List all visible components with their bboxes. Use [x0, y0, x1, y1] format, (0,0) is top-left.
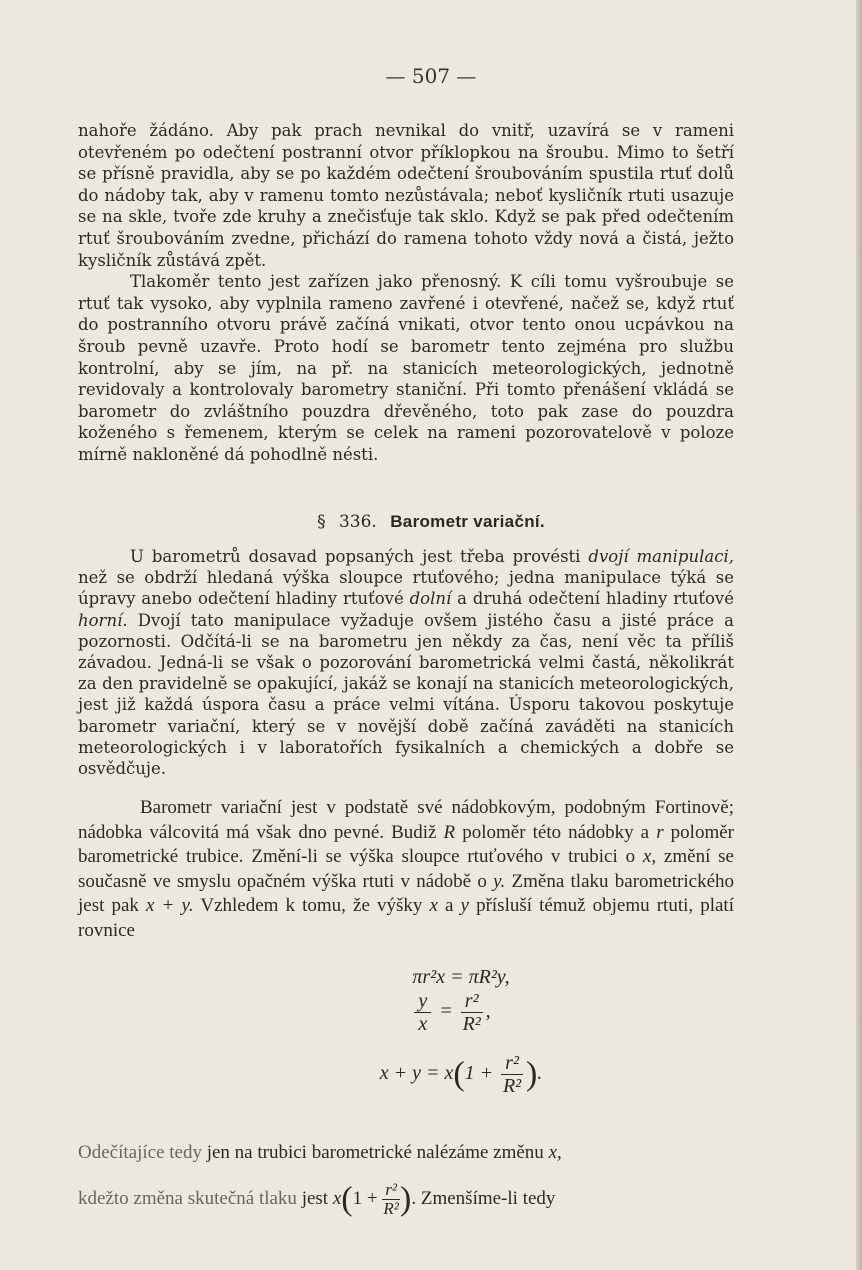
text-run: přísluší témuž objemu rtuti, platí rovnice	[78, 895, 734, 941]
paragraph-4-line-1	[78, 1130, 734, 1176]
text-run: . Zmenšíme-li tedy	[411, 1188, 556, 1209]
emphasis-text: dolní	[409, 589, 452, 609]
section-heading	[0, 512, 862, 532]
paren-close: )	[525, 1055, 538, 1093]
math-var: x,	[548, 1142, 562, 1163]
math-var: r	[656, 821, 664, 843]
math-var: y	[460, 895, 469, 916]
faded-text: Odečítajíce tedy	[78, 1142, 202, 1163]
fraction	[461, 990, 483, 1035]
punctuation: .	[537, 1062, 543, 1085]
numerator: y	[414, 990, 431, 1013]
text-run: než se obdrží hledaná výška sloupce rtuťového; jedna manipulace týká se úpravy anebo odečtení hladiny rtuťové	[78, 568, 734, 609]
text-run: U barometrů dosavad popsaných jest třeba provésti	[130, 547, 589, 566]
math-var: x,	[642, 846, 657, 867]
equation-3	[30, 1052, 862, 1106]
text-run: a	[437, 895, 461, 916]
punctuation: ,	[485, 1000, 491, 1023]
paragraph-2	[78, 546, 734, 779]
paragraph-3-text	[78, 796, 734, 943]
fraction	[501, 1052, 523, 1097]
paragraph-2-text	[78, 546, 734, 779]
numerator: r²	[461, 990, 483, 1013]
text-run: poloměr barometrické trubice. Změní-li se výška sloupce rtuťového v trubici o	[78, 821, 734, 867]
fraction	[382, 1181, 400, 1218]
text-run: jen na trubici barometrické nalézáme změnu	[201, 1142, 549, 1163]
section-symbol: §	[317, 512, 326, 532]
text-run: jest	[296, 1188, 333, 1209]
denominator: R²	[383, 1199, 399, 1219]
equation-1: πr²x = πR²y,	[412, 966, 510, 988]
numerator: r²	[501, 1052, 523, 1075]
paragraph-4-line-2	[78, 1176, 734, 1223]
paren-open: (	[453, 1055, 465, 1093]
emphasis-text: horní.	[78, 610, 128, 630]
paragraph-1-part-1: nahoře žádáno. Aby pak prach nevnikal do vnitř, uzavírá se v rameni otevřeném po odečtení postranní otvor příklopkou na šroubu. Mimo to šetří se přísně pravidla, aby se po každém odečtení šroubováním spustila rtuť dolů do nádoby tak, aby v ramenu tomto nezůstávala; neboť kysličník rtuti usazuje se na skle, tvoře zde kruhy a znečisťuje tak sklo. Když se pak před odečtením rtuť šroubováním zvedne, přichází do ramena tohoto vždy nová a čistá, ježto kysličník zůstává zpět.	[78, 121, 734, 270]
math-expression: x + y.	[146, 895, 194, 916]
text-run: změní se současně ve smyslu opačném výška rtuti v nádobě o	[78, 846, 734, 892]
equals-sign: =	[439, 1000, 453, 1023]
page-number: — 507 —	[385, 64, 477, 88]
text-run: poloměr této nádobky a	[455, 821, 657, 843]
emphasis-text: dvojí manipulaci,	[588, 547, 734, 566]
text-run: Dvojí tato manipulace vyžaduje ovšem jistého času a jisté práce a pozornosti. Odčítá-li se na barometru jen někdy za čas, není věc ta příliš závadou. Jedná-li se však o pozorování barometrická velmi častá, několikrát za den pravidelně se opakující, jakáž se konají na stanicích meteorologických, jest již každá úspora času a práce velmi vítána. Úsporu takovou poskytuje barometr variační, který se v novější době začíná zaváděti na stanicích meteorologických i v laboratořích fysikalních a chemických a dobře se osvědčuje.	[78, 610, 734, 779]
paren-open: (	[341, 1180, 353, 1218]
equation-term: 1 +	[352, 1188, 378, 1209]
text-run: Vzhledem k tomu, že výšky	[193, 895, 430, 916]
paragraph-3	[78, 796, 734, 943]
math-var: y.	[493, 870, 506, 892]
faded-text: kdežto změna skutečná tlaku	[78, 1188, 297, 1209]
fraction	[414, 990, 431, 1035]
math-var: x	[429, 895, 438, 916]
section-title: Barometr variační.	[390, 512, 545, 531]
section-number: 336.	[338, 512, 377, 532]
denominator: x	[418, 1013, 428, 1035]
text-run: a druhá odečtení hladiny rtuťové	[451, 589, 734, 609]
text-run: Změna tlaku barometrického jest pak	[78, 870, 735, 916]
numerator: r²	[382, 1181, 400, 1200]
equation-2	[20, 990, 862, 1044]
equation-term: 1 +	[464, 1062, 494, 1085]
paragraph-1-part-2: Tlakoměr tento jest zařízen jako přenosný. K cíli tomu vyšroubuje se rtuť tak vysoko, aby vyplnila rameno zavřené i otevřené, načež se, když rtuť do postranního otvoru právě začíná vnikati, otvor tento onou ucpávkou na šroub pevně uzavře. Proto hodí se barometr tento zejména pro službu kontrolní, aby se jím, na př. na stanicích meteorologických, jednotně revidovaly a kontrolovaly barometry staniční. Při tomto přenášení vkládá se barometr do zvláštního pouzdra dřevěného, toto pak zase do pouzdra koženého s řemenem, kterým se celek na rameni pozorovatelově v poloze mírně nakloněné dá pohodlně nésti.	[78, 272, 734, 464]
text-run: Barometr variační jest v podstatě své nádobkovým, podobným Fortinově; nádobka válcovitá má však dno pevné. Budiž	[78, 797, 734, 843]
denominator: R²	[502, 1075, 522, 1097]
paren-close: )	[400, 1180, 412, 1218]
math-var: x	[332, 1188, 342, 1209]
denominator: R²	[462, 1013, 481, 1035]
paragraph-4	[78, 1130, 734, 1223]
equation-lhs: x + y = x	[379, 1062, 454, 1085]
paragraph-1	[78, 120, 734, 466]
math-var: R	[443, 821, 456, 843]
